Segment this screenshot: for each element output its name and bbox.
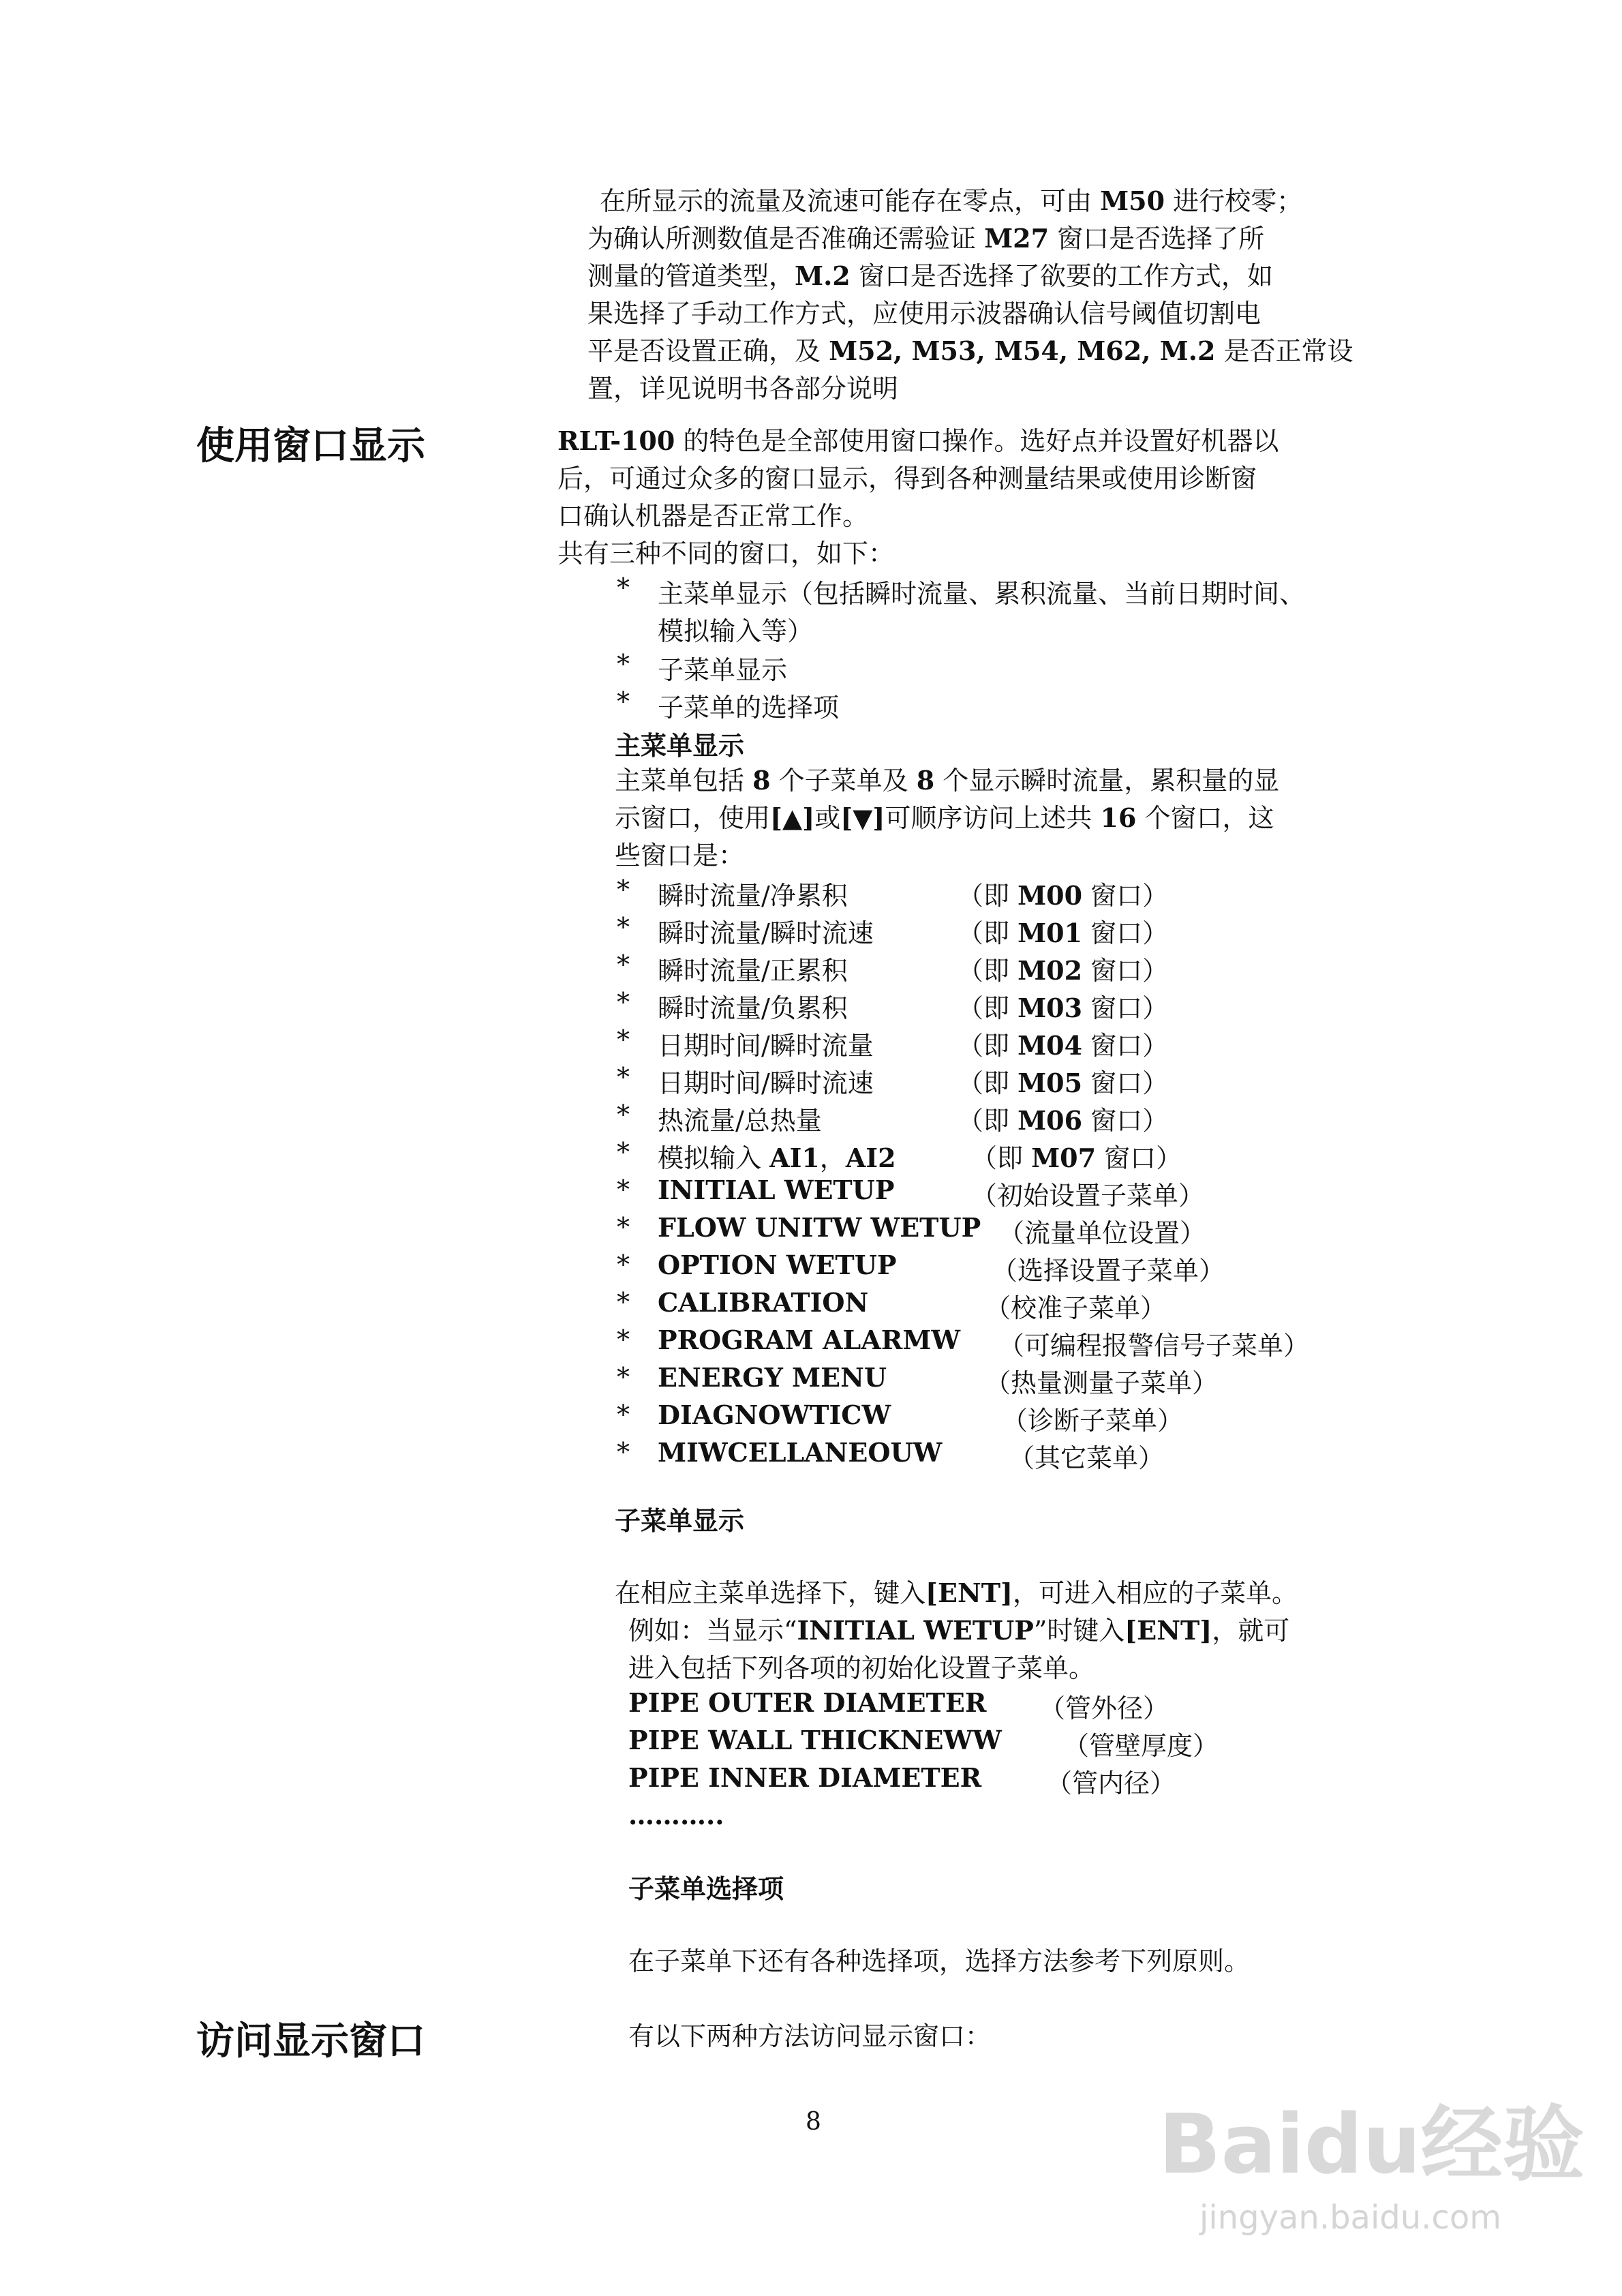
submenu-desc: （初始设置子菜单）	[971, 1181, 1205, 1211]
window-code: （即 M01 窗口）	[958, 918, 1169, 948]
submenu-name: DIAGNOWTICW	[658, 1400, 891, 1430]
submenu-name: PROGRAM ALARMW	[658, 1325, 961, 1355]
submenu-name: ENERGY MENU	[658, 1362, 887, 1393]
bullet: *	[617, 1400, 630, 1430]
window-name: 日期时间/瞬时流速	[658, 1068, 874, 1098]
subheading-submenu-options: 子菜单选择项	[628, 1874, 784, 1904]
window-name: 瞬时流量/负累积	[658, 993, 848, 1023]
subheading-submenu: 子菜单显示	[615, 1506, 745, 1536]
para-line: 后，可通过众多的窗口显示，得到各种测量结果或使用诊断窗	[557, 464, 1257, 494]
para-line: 共有三种不同的窗口，如下：	[557, 539, 895, 569]
baidu-watermark-logo: Baidu经验	[1159, 2098, 1585, 2192]
init-item-name: PIPE WALL THICKNEWW	[628, 1725, 1002, 1755]
list-item: 子菜单的选择项	[658, 693, 840, 723]
intro-line: 置，详见说明书各部分说明	[587, 374, 899, 404]
bullet: *	[617, 1175, 630, 1205]
bullet: *	[617, 1362, 630, 1392]
init-item-desc: （管内径）	[1046, 1768, 1176, 1798]
section2-text: 有以下两种方法访问显示窗口：	[628, 2021, 992, 2051]
bullet: *	[617, 987, 630, 1017]
submenu-desc: （诊断子菜单）	[1002, 1406, 1184, 1436]
intro-line: 为确认所测数值是否准确还需验证 M27 窗口是否选择了所	[587, 223, 1265, 254]
list-item: 主菜单显示（包括瞬时流量、累积流量、当前日期时间、	[658, 579, 1306, 609]
bullet: *	[617, 649, 630, 679]
bullet: *	[617, 950, 630, 980]
page-number: 8	[806, 2108, 821, 2136]
window-code: （即 M03 窗口）	[958, 993, 1169, 1023]
submenu-name: INITIAL WETUP	[658, 1175, 895, 1205]
window-name: 瞬时流量/瞬时流速	[658, 918, 874, 948]
bullet: *	[617, 875, 630, 905]
list-item-continued: 模拟输入等）	[658, 616, 814, 646]
submenu-name: OPTION WETUP	[658, 1250, 897, 1280]
window-name: 瞬时流量/正累积	[658, 956, 848, 986]
window-name: 日期时间/瞬时流量	[658, 1031, 874, 1061]
submenu-desc: （选择设置子菜单）	[992, 1256, 1225, 1286]
bullet: *	[617, 1437, 630, 1467]
bullet: *	[617, 1025, 630, 1055]
submenu-name: CALIBRATION	[658, 1287, 869, 1318]
window-name: 热流量/总热量	[658, 1106, 822, 1136]
init-item-desc: （管壁厚度）	[1063, 1731, 1219, 1761]
init-item-name: PIPE INNER DIAMETER	[628, 1762, 982, 1793]
list-item: 子菜单显示	[658, 655, 788, 685]
para-line: 在相应主菜单选择下，键入[ENT]，可进入相应的子菜单。	[615, 1577, 1298, 1608]
subheading-main-menu: 主菜单显示	[615, 731, 745, 761]
init-item-desc: （管外径）	[1039, 1693, 1169, 1723]
para-line: RLT-100 的特色是全部使用窗口操作。选好点并设置好机器以	[557, 425, 1279, 456]
para-line: 例如：当显示“INITIAL WETUP”时键入[ENT]，就可	[628, 1615, 1290, 1646]
bullet: *	[617, 1137, 630, 1167]
bullet: *	[617, 1212, 630, 1242]
window-code: （即 M05 窗口）	[958, 1068, 1169, 1098]
submenu-desc: （校准子菜单）	[985, 1293, 1167, 1323]
intro-line: 果选择了手动工作方式，应使用示波器确认信号阈值切割电	[587, 299, 1261, 329]
para-line: 口确认机器是否正常工作。	[557, 501, 869, 531]
para-line: 进入包括下列各项的初始化设置子菜单。	[628, 1653, 1095, 1683]
bullet: *	[617, 686, 630, 716]
submenu-desc: （可编程报警信号子菜单）	[998, 1331, 1310, 1361]
bullet: *	[617, 912, 630, 942]
bullet: *	[617, 1100, 630, 1130]
intro-line: 测量的管道类型，M.2 窗口是否选择了欲要的工作方式，如	[587, 260, 1273, 291]
bullet: *	[617, 573, 630, 603]
window-name: 模拟输入 AI1，AI2	[658, 1143, 896, 1173]
para-line: 示窗口，使用[▲]或[▼]可顺序访问上述共 16 个窗口，这	[615, 802, 1274, 833]
window-code: （即 M06 窗口）	[958, 1105, 1169, 1136]
bullet: *	[617, 1325, 630, 1355]
ellipsis: ………..	[628, 1800, 724, 1830]
submenu-desc: （其它菜单）	[1009, 1443, 1165, 1473]
intro-line: 在所显示的流量及流速可能存在零点，可由 M50 进行校零；	[600, 185, 1303, 216]
intro-line: 平是否设置正确，及 M52, M53, M54, M62, M.2 是否正常设	[587, 335, 1353, 366]
baidu-watermark-url: jingyan.baidu.com	[1199, 2199, 1501, 2237]
window-code: （即 M07 窗口）	[971, 1143, 1182, 1173]
section-heading-access-windows: 访问显示窗口	[196, 2019, 425, 2064]
bullet: *	[617, 1287, 630, 1317]
window-code: （即 M02 窗口）	[958, 955, 1169, 986]
window-code: （即 M04 窗口）	[958, 1030, 1169, 1061]
submenu-name: FLOW UNITW WETUP	[658, 1212, 981, 1243]
section-heading-use-windows: 使用窗口显示	[196, 424, 425, 468]
bullet: *	[617, 1250, 630, 1280]
submenu-desc: （流量单位设置）	[998, 1218, 1206, 1248]
window-code: （即 M00 窗口）	[958, 880, 1169, 911]
window-name: 瞬时流量/净累积	[658, 881, 848, 911]
submenu-desc: （热量测量子菜单）	[985, 1368, 1219, 1398]
init-item-name: PIPE OUTER DIAMETER	[628, 1687, 987, 1718]
submenu-name: MIWCELLANEOUW	[658, 1437, 943, 1468]
submenu-options-text: 在子菜单下还有各种选择项，选择方法参考下列原则。	[628, 1946, 1251, 1976]
para-line: 些窗口是：	[615, 841, 745, 871]
bullet: *	[617, 1062, 630, 1092]
para-line: 主菜单包括 8 个子菜单及 8 个显示瞬时流量，累积量的显	[615, 765, 1280, 796]
